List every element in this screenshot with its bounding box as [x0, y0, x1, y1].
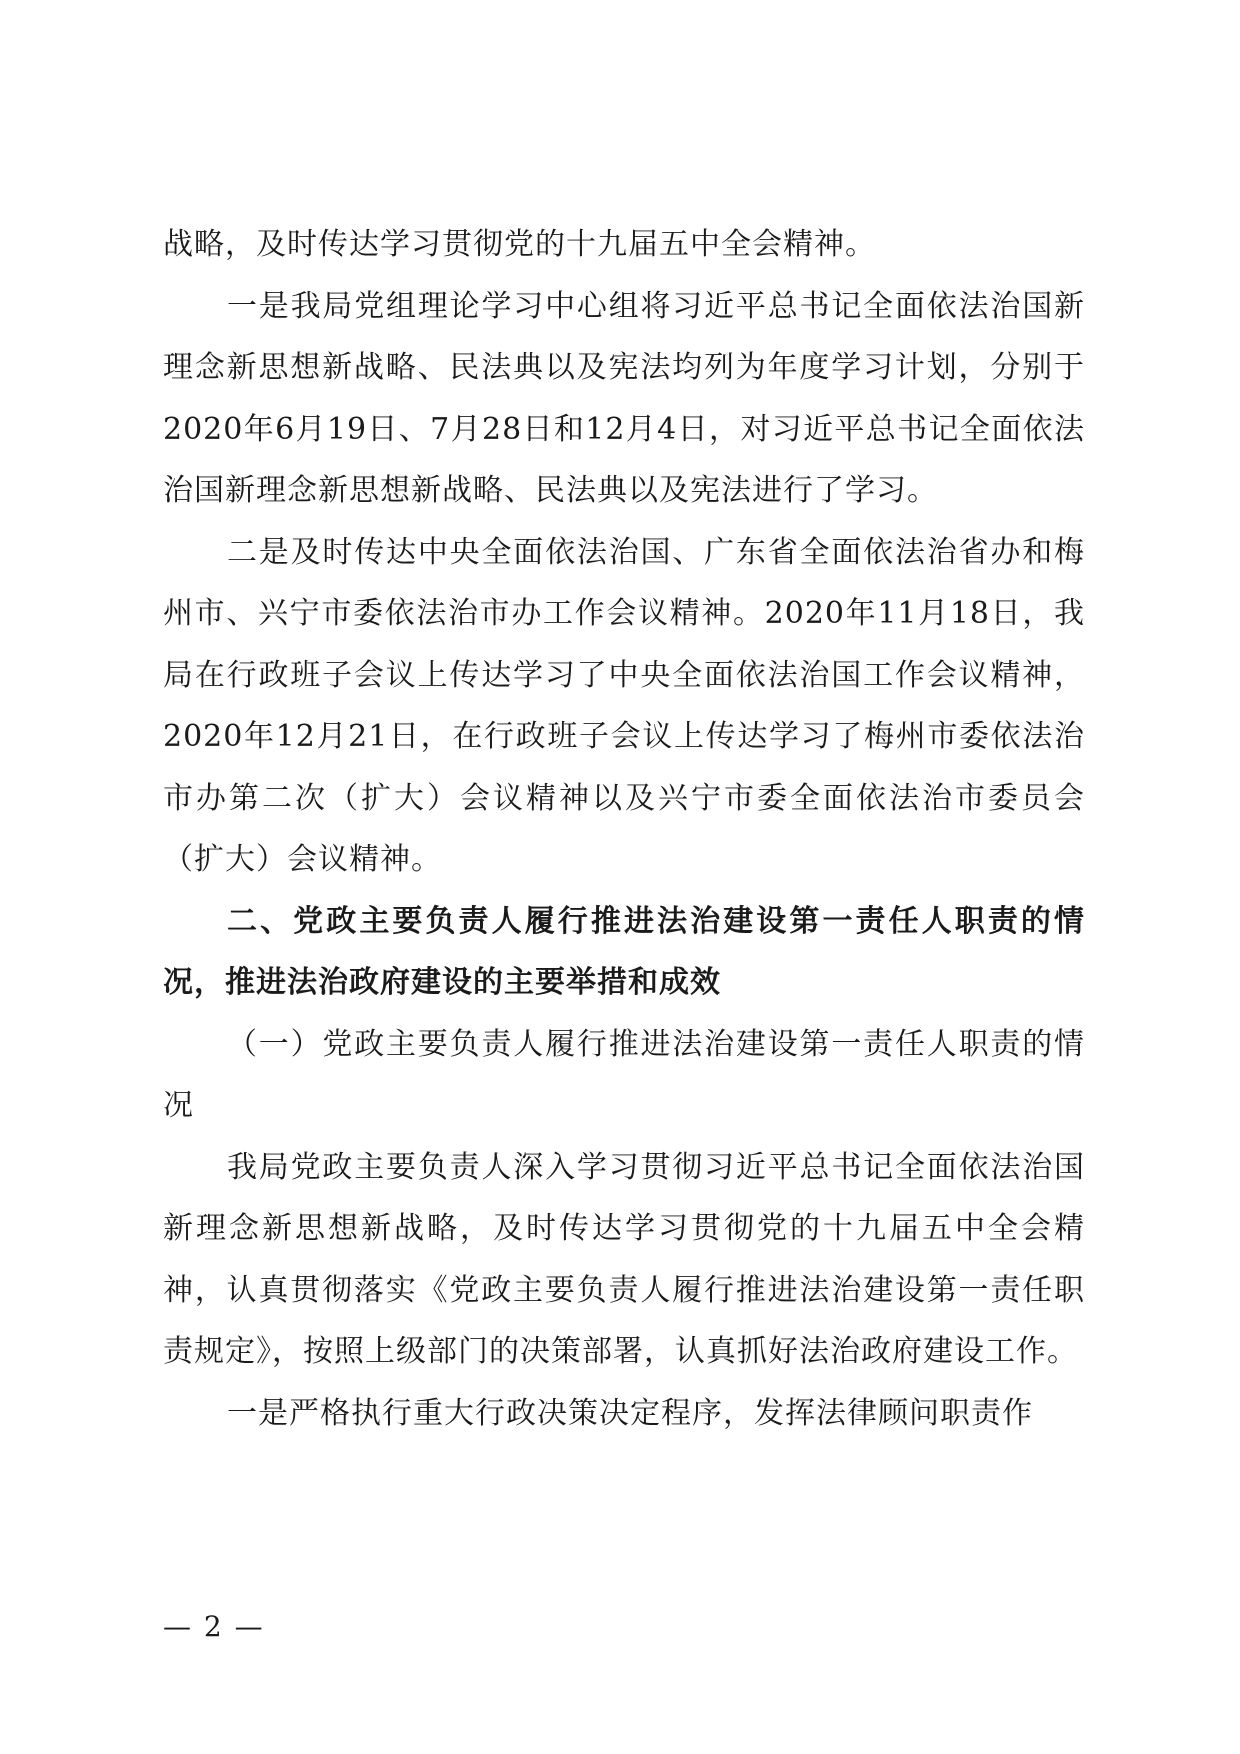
paragraph-continuation: 战略，及时传达学习贯彻党的十九届五中全会精神。 [163, 227, 876, 262]
subsection-heading: （一）党政主要负责人履行推进法治建设第一责任人职责的情况 [163, 1026, 1085, 1123]
page-number: — 2 — [163, 1610, 265, 1643]
paragraph-decision-procedure: 一是严格执行重大行政决策决定程序，发挥法律顾问职责作 [227, 1395, 1033, 1431]
document-body [163, 214, 1085, 1444]
paragraph-meeting-spirit: 二是及时传达中央全面依法治国、广东省全面依法治省办和梅州市、兴宁市委依法治市办工作会议精神。2020年11月18日，我局在行政班子会议上传达学习了中央全面依法治国工作会议精神，2020年12月21日，在行政班子会议上传达学习了梅州市委依法治市办第二次（扩大）会议精神以及兴宁市委全面依法治市委员会（扩大）会议精神。 [163, 534, 1085, 877]
paragraph-leader-duties: 我局党政主要负责人深入学习贯彻习近平总书记全面依法治国新理念新思想新战略，及时传达学习贯彻党的十九届五中全会精神，认真贯彻落实《党政主要负责人履行推进法治建设第一责任职责规定》，按照上级部门的决策部署，认真抓好法治政府建设工作。 [163, 1149, 1085, 1369]
paragraph-study-plan: 一是我局党组理论学习中心组将习近平总书记全面依法治国新理念新思想新战略、民法典以及宪法均列为年度学习计划，分别于2020年6月19日、7月28日和12月4日，对习近平总书记全面依法治国新理念新思想新战略、民法典以及宪法进行了学习。 [163, 288, 1085, 508]
section-heading: 二、党政主要负责人履行推进法治建设第一责任人职责的情况，推进法治政府建设的主要举措和成效 [163, 903, 1085, 1000]
